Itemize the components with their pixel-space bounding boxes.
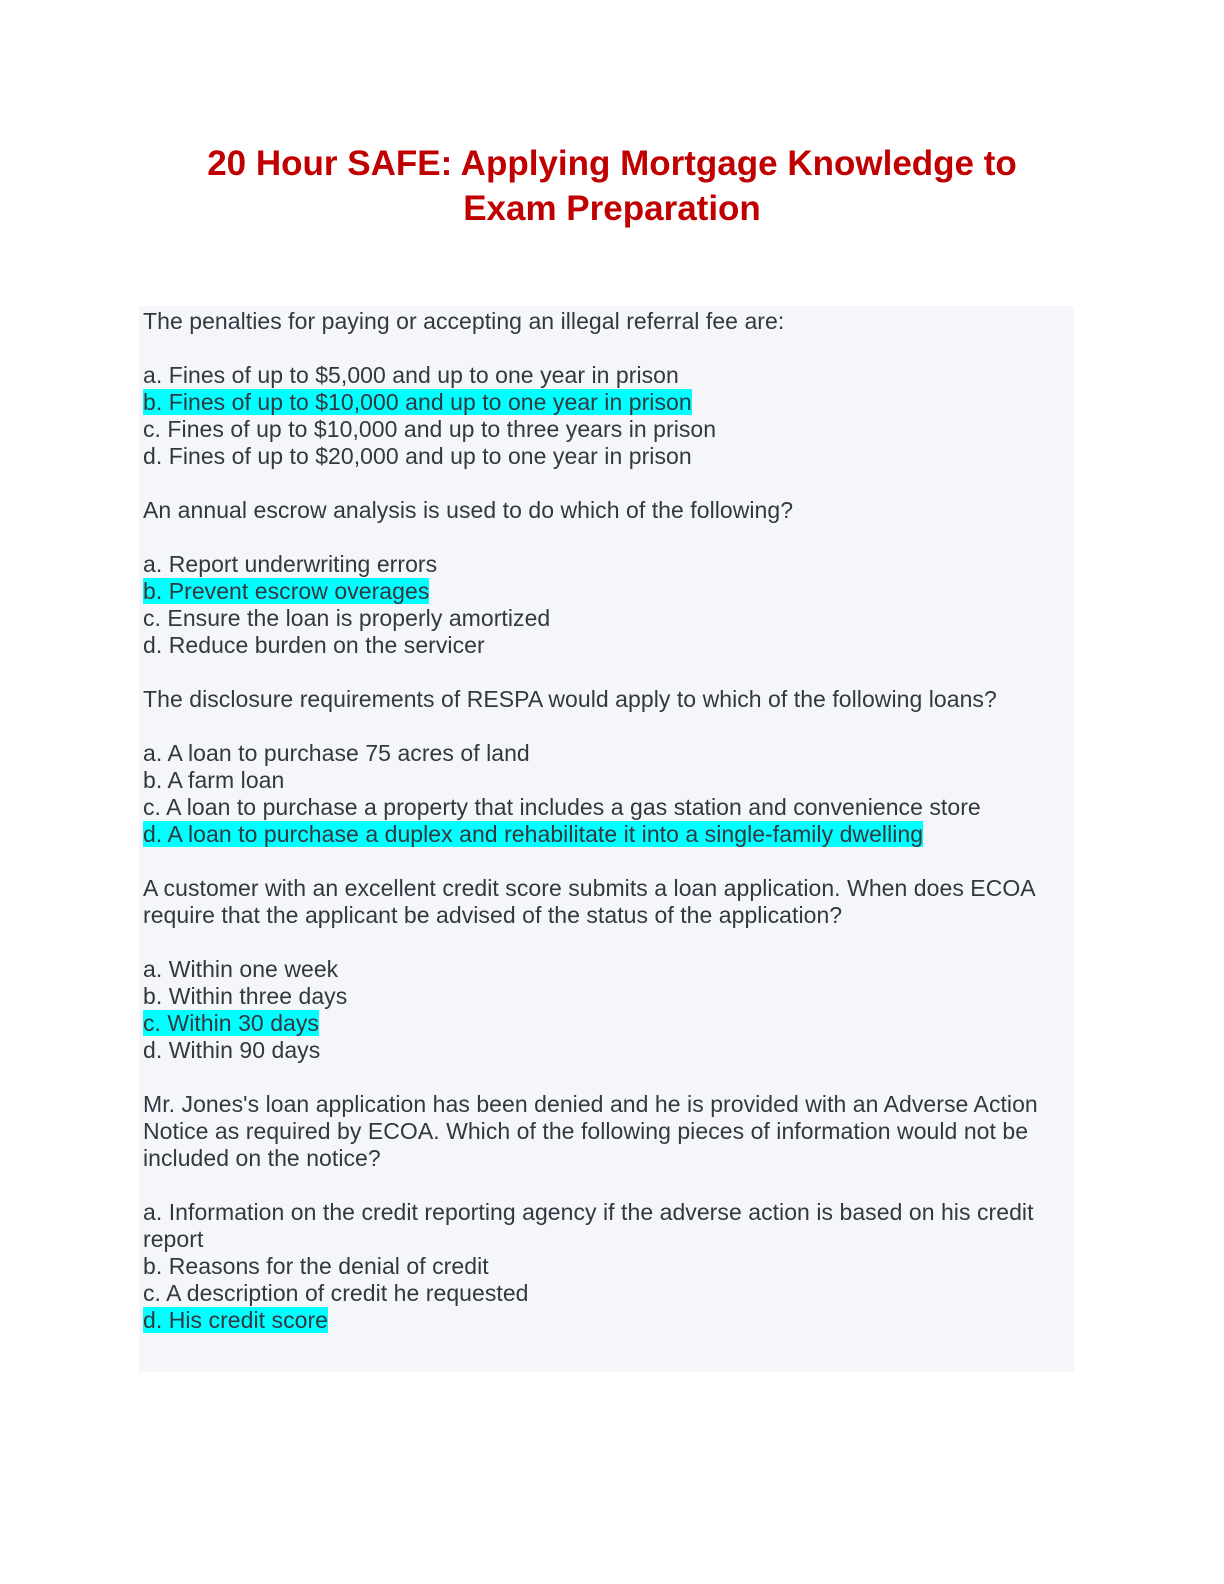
answer-option: a. Within one week	[143, 956, 339, 982]
title-line-2: Exam Preparation	[463, 189, 761, 228]
answer-option: d. Reduce burden on the servicer	[143, 632, 485, 658]
question-text: The penalties for paying or accepting an illegal referral fee are:	[143, 308, 785, 334]
answer-option: a. Report underwriting errors	[143, 551, 438, 577]
answer-options	[143, 551, 1071, 659]
answer-option: a. Fines of up to $5,000 and up to one year in prison	[143, 362, 679, 388]
answer-option-highlighted: b. Prevent escrow overages	[143, 578, 430, 604]
question-block	[143, 686, 1071, 848]
answer-option: b. Within three days	[143, 983, 348, 1009]
answer-option-highlighted: d. A loan to purchase a duplex and rehabilitate it into a single-family dwelling	[143, 821, 924, 847]
answer-option: a. Information on the credit reporting agency if the adverse action is based on his credit report	[143, 1199, 1034, 1252]
questions-list	[143, 308, 1071, 1361]
answer-option: c. A description of credit he requested	[143, 1280, 529, 1306]
answer-option: c. Fines of up to $10,000 and up to three years in prison	[143, 416, 717, 442]
answer-option-highlighted: c. Within 30 days	[143, 1010, 319, 1036]
question-block	[143, 497, 1071, 659]
question-text: A customer with an excellent credit score submits a loan application. When does ECOA require that the applicant be advised of the status of the application?	[143, 875, 1035, 928]
title-line-1: 20 Hour SAFE: Applying Mortgage Knowledge to	[207, 144, 1017, 183]
answer-option: d. Fines of up to $20,000 and up to one year in prison	[143, 443, 692, 469]
answer-option-highlighted: d. His credit score	[143, 1307, 329, 1333]
document-title	[0, 141, 1224, 231]
answer-option-highlighted: b. Fines of up to $10,000 and up to one year in prison	[143, 389, 692, 415]
question-text: An annual escrow analysis is used to do which of the following?	[143, 497, 794, 523]
answer-option: b. A farm loan	[143, 767, 285, 793]
answer-option: c. Ensure the loan is properly amortized	[143, 605, 551, 631]
answer-options	[143, 740, 1071, 848]
answer-options	[143, 956, 1071, 1064]
question-block	[143, 1091, 1071, 1334]
answer-option: c. A loan to purchase a property that includes a gas station and convenience store	[143, 794, 981, 820]
question-block	[143, 875, 1071, 1064]
answer-options	[143, 362, 1071, 470]
answer-options	[143, 1199, 1071, 1334]
answer-option: d. Within 90 days	[143, 1037, 321, 1063]
answer-option: b. Reasons for the denial of credit	[143, 1253, 489, 1279]
question-text: Mr. Jones's loan application has been denied and he is provided with an Adverse Action Notice as required by ECOA. Which of the following pieces of information would not be included on the notice?	[143, 1091, 1038, 1171]
question-block	[143, 308, 1071, 470]
answer-option: a. A loan to purchase 75 acres of land	[143, 740, 530, 766]
question-text: The disclosure requirements of RESPA would apply to which of the following loans?	[143, 686, 997, 712]
